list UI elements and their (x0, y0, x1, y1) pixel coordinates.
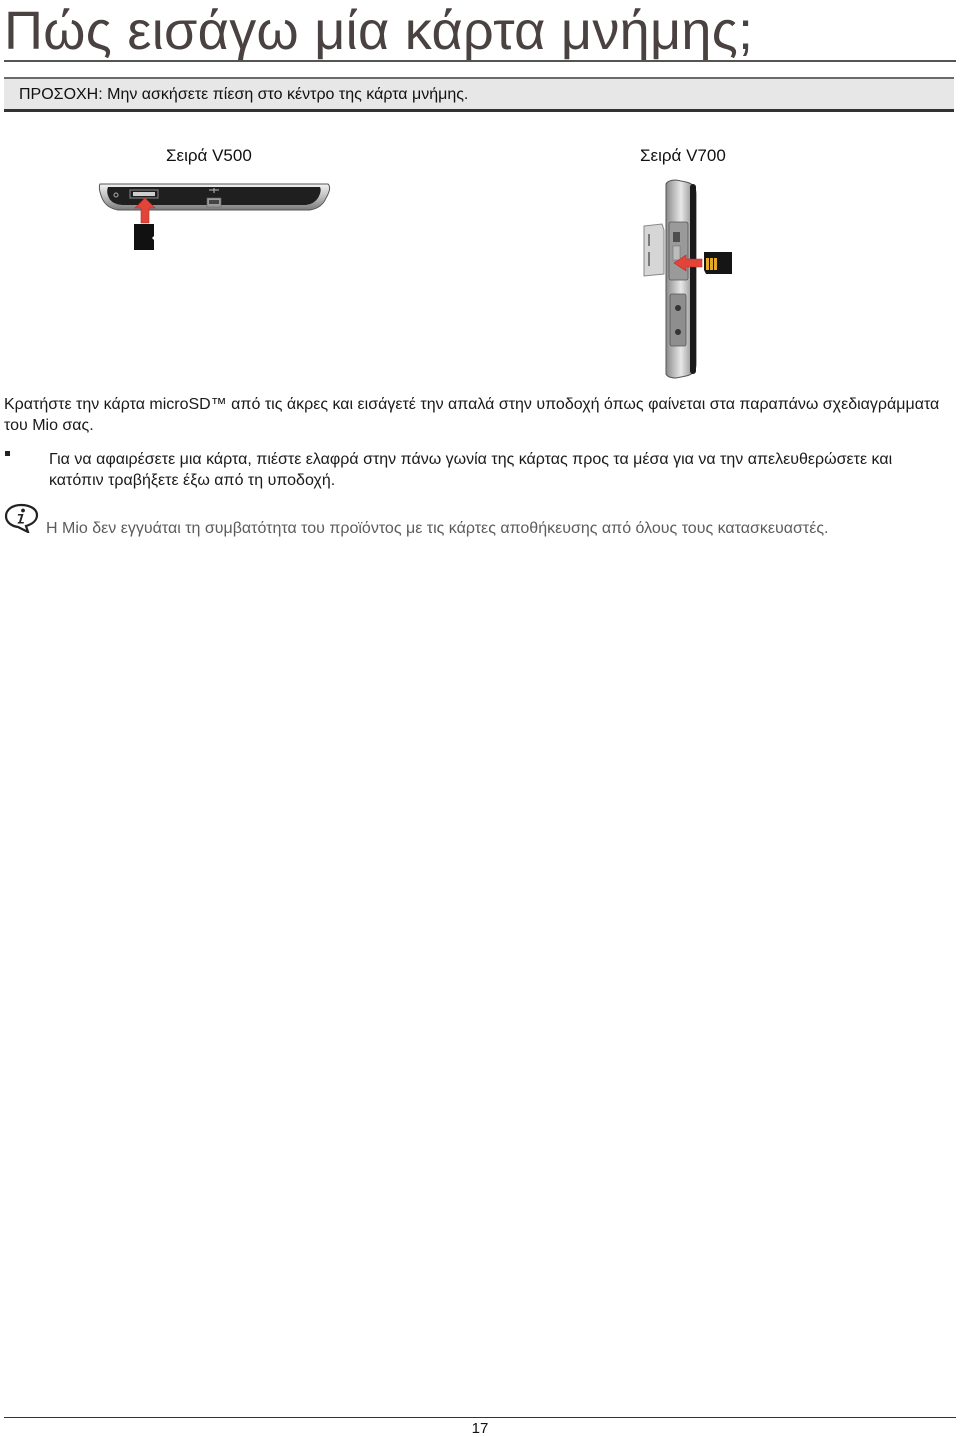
caution-text: Μην ασκήσετε πίεση στο κέντρο της κάρτα μνήμης. (102, 86, 469, 103)
info-speech-bubble-icon (4, 503, 40, 533)
v500-series-label: Σειρά V500 (166, 146, 252, 165)
microsd-card-icon (134, 224, 154, 250)
caution-box (4, 77, 954, 112)
square-bullet-icon (5, 451, 10, 456)
v700-series-label: Σειρά V700 (640, 146, 726, 165)
microsd-card-icon (704, 252, 732, 274)
compatibility-note: Η Mio δεν εγγυάται τη συμβατότητα του προϊόντος με τις κάρτες αποθήκευσης από όλους τους κατασκευαστές. (46, 520, 829, 537)
page-number: 17 (471, 1420, 489, 1437)
instruction-paragraph: Κρατήστε την κάρτα microSD™ από τις άκρες και εισάγετέ την απαλά στην υποδοχή όπως φαίνεται στα παραπάνω σχεδιαγράμματα του Mio σας. (4, 396, 940, 434)
caution-message (19, 86, 468, 104)
caution-label: ΠΡΟΣΟΧΗ: (19, 86, 103, 103)
removal-instruction: Για να αφαιρέσετε μια κάρτα, πιέστε ελαφρά στην πάνω γωνία της κάρτας προς τα μέσα για να την απελευθερώσετε και κατόπιν τραβήξετε έξω από τη υποδοχή. (49, 451, 893, 489)
title-divider (4, 60, 956, 62)
v500-device-illustration (96, 178, 332, 254)
footer-divider (4, 1417, 956, 1418)
page-title: Πώς εισάγω μία κάρτα μνήμης; (4, 1, 754, 61)
v700-device-illustration (640, 178, 740, 380)
